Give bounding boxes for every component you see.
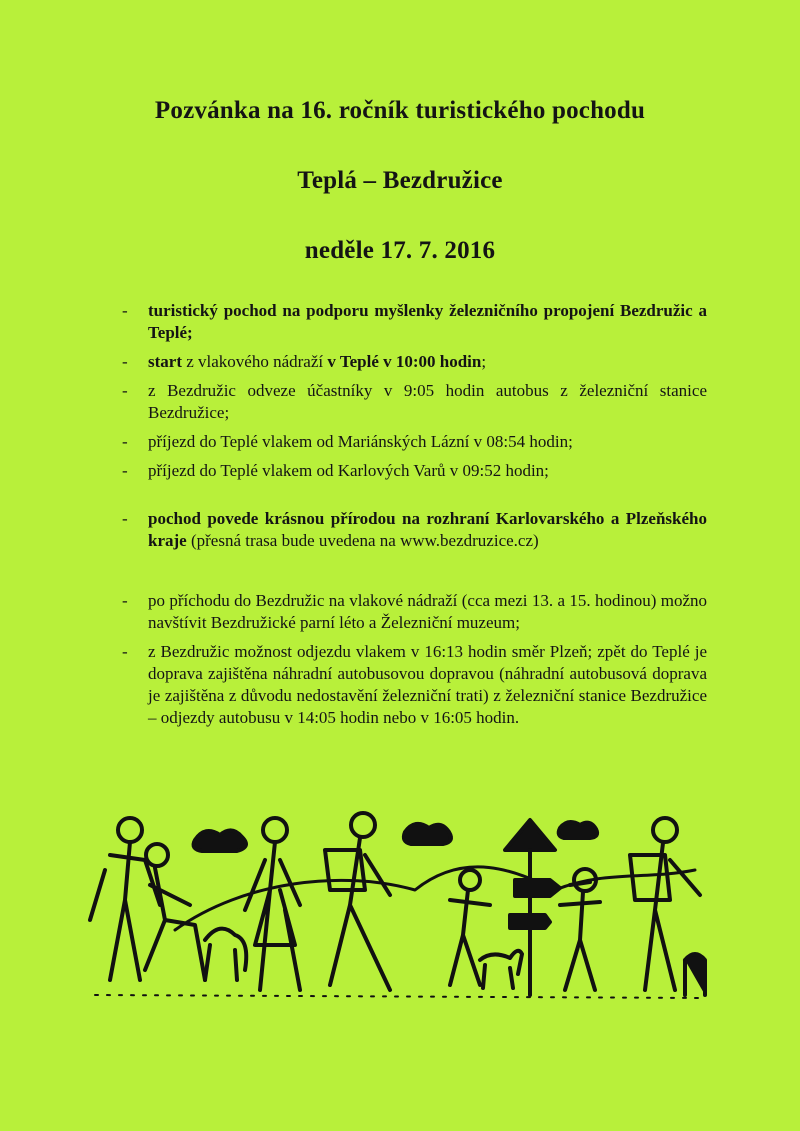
list-item: - příjezd do Teplé vlakem od Karlových Varů v 09:52 hodin; bbox=[122, 461, 549, 480]
event-date: neděle 17. 7. 2016 bbox=[304, 237, 496, 264]
list-item: - start z vlakového nádraží v Teplé v 10:00 hodin; bbox=[122, 352, 487, 371]
route-title: Teplá – Bezdružice bbox=[297, 167, 503, 194]
list-item: - turistický pochod na podporu myšlenky železničního propojení Bezdružic a Teplé; bbox=[122, 301, 707, 342]
info-list bbox=[122, 300, 707, 736]
hikers-illustration bbox=[85, 810, 715, 1010]
list-item: - po příchodu do Bezdružic na vlakové nádraží (cca mezi 13. a 15. hodinou) možno navštívit Bezdružické parní léto a Železniční muzeum; bbox=[122, 591, 707, 632]
list-item: - pochod povede krásnou přírodou na rozhraní Karlovarského a Plzeňského kraje (přesná trasa bude uvedena na www.bezdruzice.cz) bbox=[122, 509, 707, 550]
invitation-title: Pozvánka na 16. ročník turistického pochodu bbox=[154, 97, 646, 124]
list-item: - z Bezdružic možnost odjezdu vlakem v 16:13 hodin směr Plzeň; zpět do Teplé je doprava zajištěna náhradní autobusovou dopravou (náhradní autobusová doprava je zajištěna z důvodu nedostavění železniční trati) z železniční stanice Bezdružice – odjezdy autobusu v 14:05 hodin nebo v 16:05 hodin. bbox=[122, 642, 707, 727]
list-item: - z Bezdružic odveze účastníky v 9:05 hodin autobus z železniční stanice Bezdružice; bbox=[122, 381, 707, 422]
list-item: - příjezd do Teplé vlakem od Mariánských Lázní v 08:54 hodin; bbox=[122, 432, 573, 451]
